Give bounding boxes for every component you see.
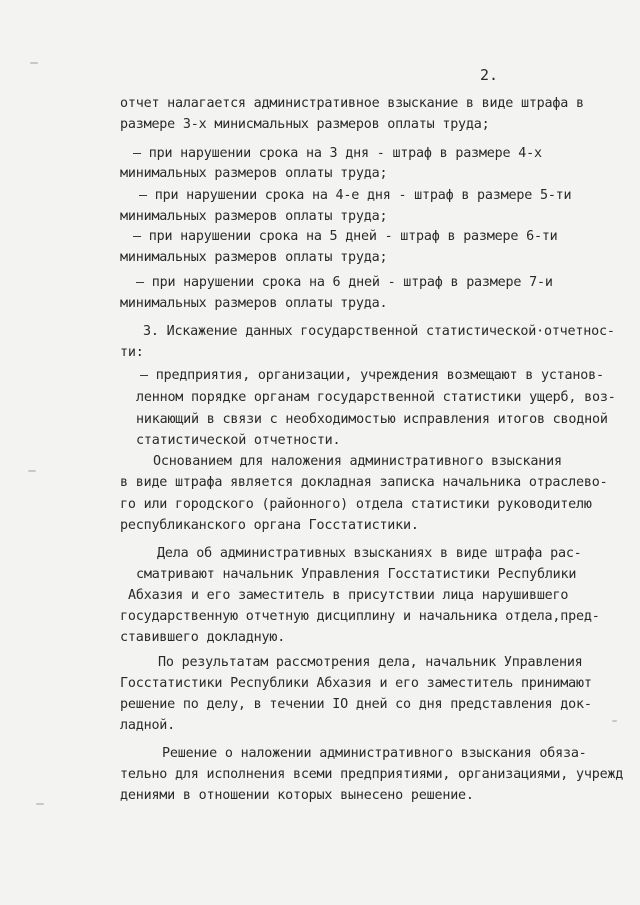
text-line: ставившего докладную. bbox=[120, 630, 286, 645]
text-line: ладной. bbox=[120, 718, 176, 733]
text-line: ленном порядке органам государственной статистики ущерб, воз- bbox=[136, 390, 616, 405]
scan-mark bbox=[36, 803, 44, 805]
text-line: минимальных размеров оплаты труда. bbox=[120, 296, 388, 311]
text-line: статистической отчетности. bbox=[136, 433, 341, 448]
text-line: Основанием для наложения административного взыскания bbox=[153, 454, 562, 469]
text-line: 3. Искажение данных государственной статистической·отчетнос- bbox=[143, 324, 615, 339]
text-line: никающий в связи с необходимостью исправления итогов сводной bbox=[136, 412, 608, 427]
text-line: – при нарушении срока на 4-е дня - штраф в размере 5-ти bbox=[139, 188, 572, 203]
text-line: Абхазия и его заместитель в присутствии лица нарушившего bbox=[128, 588, 569, 603]
text-line: Дела об административных взысканиях в виде штрафа рас- bbox=[157, 546, 582, 561]
text-line: Госстатистики Республики Абхазия и его заместитель принимают bbox=[120, 676, 592, 691]
text-line: решение по делу, в течении IO дней со дня представления док- bbox=[120, 697, 592, 712]
text-line: размере 3-х минисмальных размеров оплаты труда; bbox=[120, 117, 490, 132]
text-line: го или городского (районного) отдела статистики руководителю bbox=[120, 497, 592, 512]
text-line: тельно для исполнения всеми предприятиями, организациями, учрежд bbox=[120, 767, 624, 782]
scan-mark bbox=[30, 62, 38, 64]
text-line: в виде штрафа является докладная записка начальника отраслево- bbox=[120, 475, 608, 490]
text-line: дениями в отношении которых вынесено решение. bbox=[120, 788, 474, 803]
text-line: минимальных размеров оплаты труда; bbox=[120, 250, 388, 265]
text-line: минимальных размеров оплаты труда; bbox=[120, 166, 388, 181]
text-line: – при нарушении срока на 6 дней - штраф в размере 7-и bbox=[136, 275, 553, 290]
scan-mark bbox=[612, 720, 617, 722]
scan-mark bbox=[28, 470, 36, 472]
text-line: сматривают начальник Управления Госстатистики Республики bbox=[136, 567, 577, 582]
page-number: 2. bbox=[480, 66, 499, 84]
text-line: – предприятия, организации, учреждения возмещают в установ- bbox=[140, 368, 604, 383]
text-line: Решение о наложении административного взыскания обяза- bbox=[162, 746, 587, 761]
text-line: По результатам рассмотрения дела, начальник Управления bbox=[158, 655, 583, 670]
text-line: – при нарушении срока на 5 дней - штраф в размере 6-ти bbox=[133, 229, 558, 244]
text-line: ти: bbox=[120, 345, 144, 360]
text-line: минимальных размеров оплаты труда; bbox=[120, 209, 388, 224]
text-line: – при нарушении срока на 3 дня - штраф в размере 4-х bbox=[133, 146, 542, 161]
text-line: государственную отчетную дисциплину и начальника отдела,пред- bbox=[120, 609, 600, 624]
text-line: отчет налагается административное взыскание в виде штрафа в bbox=[120, 96, 584, 111]
text-line: республиканского органа Госстатистики. bbox=[120, 518, 419, 533]
